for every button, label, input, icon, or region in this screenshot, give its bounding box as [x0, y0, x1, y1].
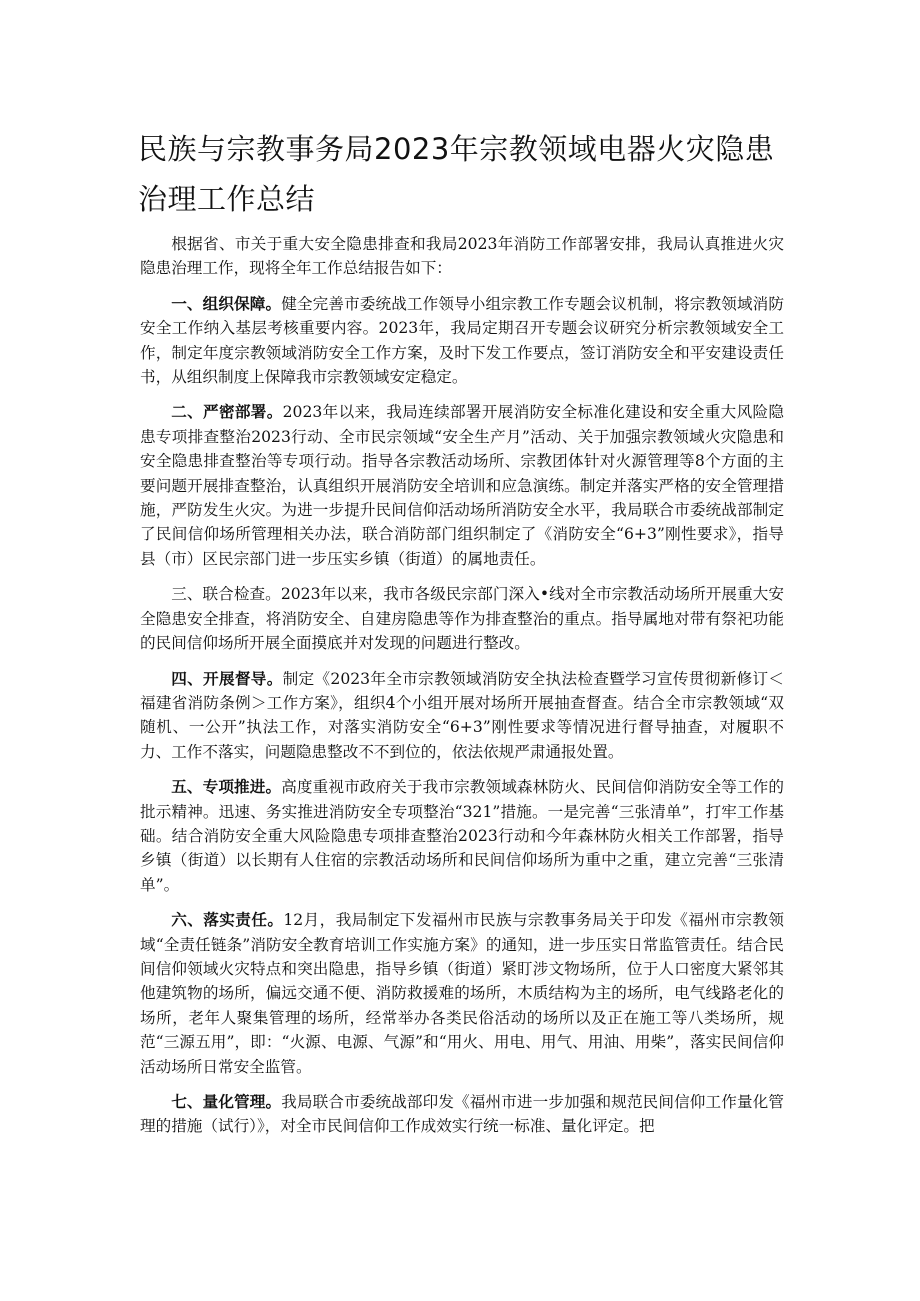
document-title: 民族与宗教事务局2023年宗教领域电器火灾隐患治理工作总结 — [138, 132, 775, 216]
paragraph-joint-inspection — [140, 582, 784, 655]
paragraph-lead: 一、组织保障。 — [171, 293, 282, 313]
paragraph-text: 我局联合市委统战部印发《福州市进一步加强和规范民间信仰工作量化管理的措施（试行）》，对全市民间信仰工作成效实行统一标准、量化评定。把 — [140, 1093, 784, 1136]
paragraph-text: 制定《2023年全市宗教领域消防安全执法检查暨学习宣传贯彻新修订＜福建省消防条例＞工作方案》，组织4个小组开展对场所开展抽查督查。结合全市宗教领域“双随机、一公开”执法工作，对落实消防安全“6+3”刚性要求等情况进行督导抽查，对履职不力、工作不落实，问题隐患整改不不到位的，依法依规严肃通报处置。 — [140, 669, 784, 761]
paragraph-intro — [140, 232, 784, 281]
document-body — [140, 232, 784, 1150]
paragraph-lead: 七、量化管理。 — [171, 1092, 282, 1111]
paragraph-lead: 四、开展督导。 — [171, 668, 283, 688]
paragraph-text: 12月，我局制定下发福州市民族与宗教事务局关于印发《福州市宗教领域“全责任链条”消防安全教育培训工作实施方案》的通知，进一步压实日常监管责任。结合民间信仰领域火灾特点和突出隐患，指导乡镇（街道）紧盯涉文物场所，位于人口密度大紧邻其他建筑物的场所，偏远交通不便、消防救援难的场所，木质结构为主的场所，电气线路老化的场所，老年人聚集管理的场所，经常举办各类民俗活动的场所以及正在施工等八类场所，规范“三源五用”，即：“火源、电源、气源”和“用火、用电、用气、用油、用柴”，落实民间信仰活动场所日常安全监管。 — [140, 911, 784, 1076]
paragraph-text: 健全完善市委统战工作领导小组宗教工作专题会议机制，将宗教领域消防安全工作纳入基层考核重要内容。2023年，我局定期召开专题会议研究分析宗教领域安全工作，制定年度宗教领域消防安全工作方案，及时下发工作要点，签订消防安全和平安建设责任书，从组织制度上保障我市宗教领域安定稳定。 — [140, 294, 784, 387]
paragraph-text: 三、联合检查。2023年以来，我市各级民宗部门深入•线对全市宗教活动场所开展重大安全隐患安全排查，将消防安全、自建房隐患等作为排查整治的重点。指导属地对带有祭祀功能的民间信仰场所开展全面摸底并对发现的问题进行整改。 — [140, 585, 784, 653]
paragraph-lead: 五、专项推进。 — [171, 777, 282, 797]
paragraph-organization — [140, 292, 784, 390]
paragraph-lead: 六、落实责任。 — [171, 910, 284, 930]
paragraph-quantified-management — [140, 1090, 784, 1139]
paragraph-deployment — [140, 400, 784, 571]
paragraph-lead: 二、严密部署。 — [171, 402, 283, 422]
paragraph-supervision — [140, 667, 784, 765]
paragraph-special-promotion — [140, 775, 784, 897]
paragraph-text: 2023年以来，我局连续部署开展消防安全标准化建设和安全重大风险隐患专项排查整治2023行动、全市民宗领域“安全生产月”活动、关于加强宗教领域火灾隐患和安全隐患排查整治等专项行动。指导各宗教活动场所、宗教团体针对火源管理等8个方面的主要问题开展排查整治，认真组织开展消防安全培训和应急演练。制定并落实严格的安全管理措施，严防发生火灾。为进一步提升民间信仰活动场所消防安全水平，我局联合市委统战部制定了民间信仰场所管理相关办法，联合消防部门组织制定了《消防安全“6+3”刚性要求》，指导县（市）区民宗部门进一步压实乡镇（街道）的属地责任。 — [140, 403, 784, 568]
paragraph-text: 高度重视市政府关于我市宗教领域森林防火、民间信仰消防安全等工作的批示精神。迅速、务实推进消防安全专项整治“321”措施。一是完善“三张清单”，打牢工作基础。结合消防安全重大风险隐患专项排查整治2023行动和今年森林防火相关工作部署，指导乡镇（街道）以长期有人住宿的宗教活动场所和民间信仰场所为重中之重，建立完善“三张清单”。 — [140, 778, 784, 894]
paragraph-responsibility — [140, 908, 784, 1079]
paragraph-text: 根据省、市关于重大安全隐患排查和我局2023年消防工作部署安排，我局认真推进火灾隐患治理工作，现将全年工作总结报告如下： — [140, 235, 784, 278]
